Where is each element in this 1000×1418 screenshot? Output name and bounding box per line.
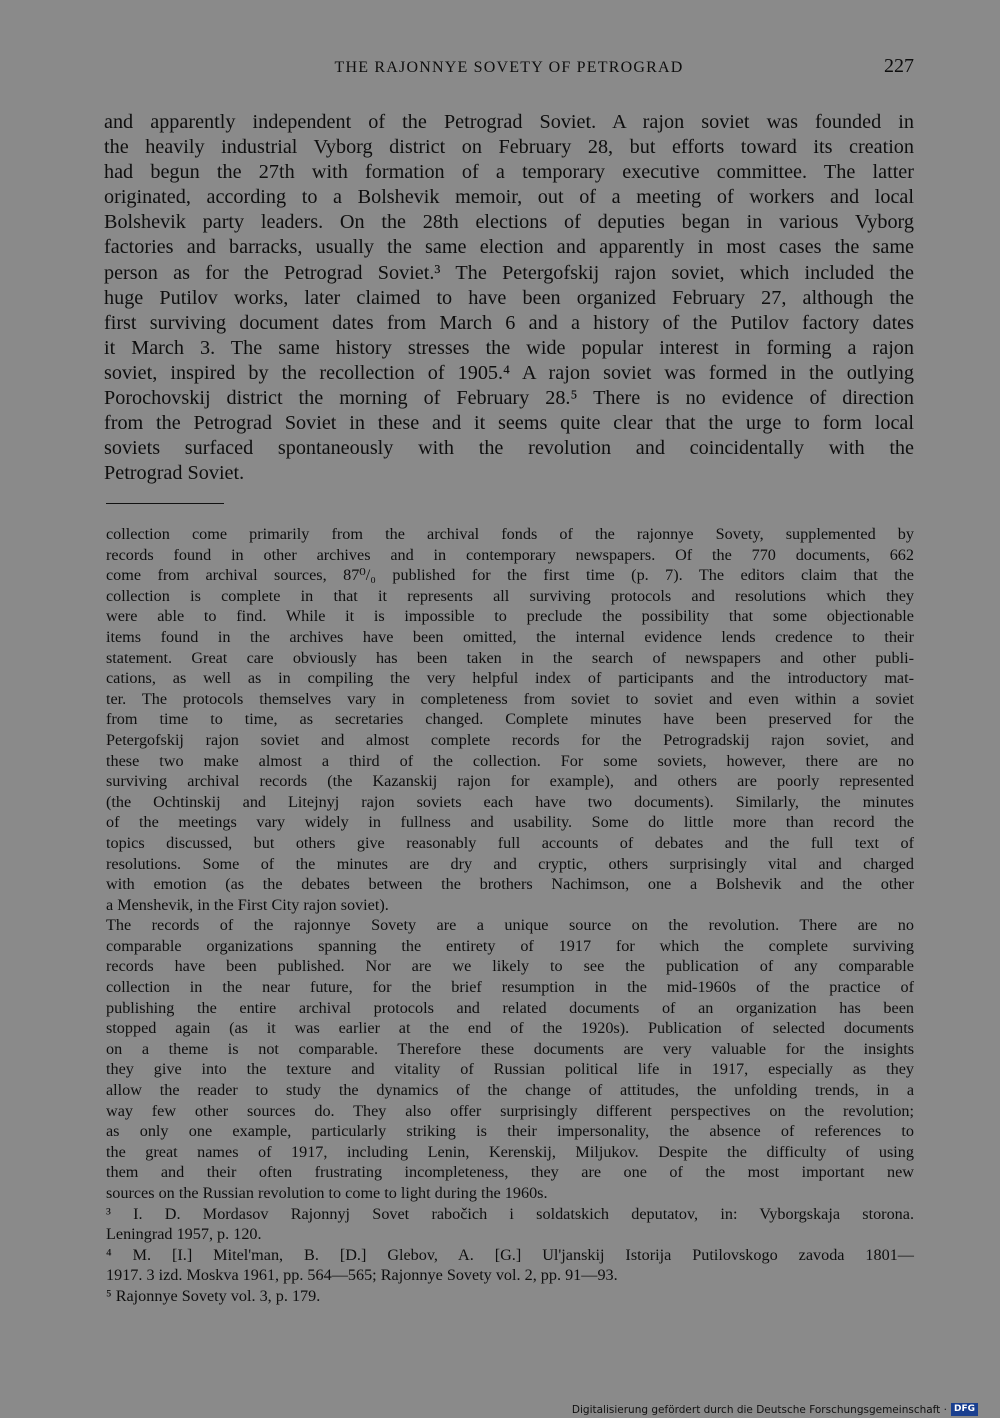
note-line: collection come primarily from the archival fonds of the rajonnye Sovety, supplemented by: [106, 525, 914, 543]
body-line: person as for the Petrograd Soviet.³ The Petergofskij rajon soviet, which included the: [104, 261, 914, 284]
dfg-logo: DFG: [951, 1403, 978, 1416]
body-line: and apparently independent of the Petrograd Soviet. A rajon soviet was founded in: [104, 111, 914, 133]
note-line: come from archival sources, 87⁰/₀ published for the first time (p. 7). The editors claim that the: [106, 566, 914, 585]
note-line: ter. The protocols themselves vary in completeness from soviet to soviet and even within a soviet: [106, 689, 914, 708]
body-line: soviet, inspired by the recollection of 1905.⁴ A rajon soviet was formed in the outlying: [104, 361, 914, 384]
body-line: originated, according to a Bolshevik memoir, out of a meeting of workers and local: [104, 186, 914, 209]
footnote-3: ³ I. D. Mordasov Rajonnyj Sovet rabočich i soldatskich deputatov, in: Vyborgskaja storona.: [106, 1204, 914, 1223]
note-line: items found in the archives have been omitted, the internal evidence lends credence to their: [106, 627, 914, 646]
note-line: publishing the entire archival protocols and related documents of an organization has been: [106, 998, 914, 1017]
note-line: were able to find. While it is impossible to preclude the possibility that some objectionable: [106, 607, 914, 626]
running-title: THE RAJONNYE SOVETY OF PETROGRAD: [334, 59, 684, 76]
note-line: records have been published. Nor are we likely to see the publication of any comparable: [106, 957, 914, 976]
note-line: from time to time, as secretaries changed. Complete minutes have been preserved for the: [106, 710, 914, 729]
body-line: factories and barracks, usually the same election and apparently in most cases the same: [104, 236, 914, 259]
credit-text: Digitalisierung gefördert durch die Deutsche Forschungsgemeinschaft ·: [571, 1403, 947, 1416]
note-line: cations, as well as in compiling the very helpful index of participants and the introductory mat-: [106, 669, 914, 688]
note-line: a Menshevik, in the First City rajon soviet).: [106, 895, 389, 914]
note-line: the great names of 1917, including Lenin, Kerenskij, Miljukov. Despite the difficulty of using: [106, 1142, 914, 1161]
note-line: they give into the texture and vitality of Russian political life in 1917, especially as they: [106, 1060, 914, 1079]
note-line: of the meetings vary widely in fullness and usability. Some do little more than record the: [106, 813, 914, 832]
body-line: had begun the 27th with formation of a temporary executive committee. The latter: [104, 161, 914, 184]
body-line: soviets surfaced spontaneously with the revolution and coincidentally with the: [104, 437, 914, 460]
note-line: as only one example, particularly striking is their impersonality, the absence of references to: [106, 1122, 914, 1141]
page-number: 227: [884, 55, 914, 77]
body-line: it March 3. The same history stresses the wide popular interest in forming a rajon: [104, 336, 914, 359]
note-line: resolutions. Some of the minutes are dry and cryptic, others surprisingly vital and charged: [106, 854, 914, 873]
note-line: topics discussed, but others give reasonably full accounts of debates and the full text of: [106, 833, 914, 852]
footnote-4: ⁴ M. [I.] Mitel'man, B. [D.] Glebov, A. [G.] Ul'janskij Istorija Putilovskogo zavoda 1801—: [106, 1245, 914, 1264]
note-line: allow the reader to study the dynamics of the change of attitudes, the unfolding trends, in a: [106, 1081, 914, 1100]
note-line: comparable organizations spanning the entirety of 1917 for which the complete surviving: [106, 936, 914, 955]
note-line: surviving archival records (the Kazanskij rajon for example), and others are poorly represented: [106, 772, 914, 791]
note-line: on a theme is not comparable. Therefore these documents are very valuable for the insights: [106, 1039, 914, 1058]
footnote-rule: [106, 503, 224, 504]
note-line: records found in other archives and in contemporary newspapers. Of the 770 documents, 662: [106, 545, 914, 564]
note-line: with emotion (as the debates between the brothers Nachimson, one a Bolshevik and the other: [106, 875, 914, 894]
running-head: [104, 54, 914, 82]
note-line: way few other sources do. They also offer surprisingly different perspectives on the revolution;: [106, 1101, 914, 1120]
note-line: (the Ochtinskij and Litejnyj rajon soviets each have two documents). Similarly, the minutes: [106, 792, 914, 811]
body-line: from the Petrograd Soviet in these and it seems quite clear that the urge to form local: [104, 412, 914, 435]
note-line: sources on the Russian revolution to come to light during the 1960s.: [106, 1184, 548, 1202]
note-line: collection is complete in that it represents all surviving protocols and resolutions which they: [106, 586, 914, 605]
note-line: collection in the near future, for the brief resumption in the mid-1960s of the practice of: [106, 978, 914, 997]
note-line: them and their often frustrating incompleteness, they are one of the most important new: [106, 1163, 914, 1182]
body-line: Porochovskij district the morning of February 28.⁵ There is no evidence of direction: [104, 387, 914, 410]
note-line: these two make almost a third of the collection. For some soviets, however, there are no: [106, 751, 914, 770]
note-line: statement. Great care obviously has been taken in the search of newspapers and other publi-: [106, 648, 914, 667]
note-line: The records of the rajonnye Sovety are a unique source on the revolution. There are no: [106, 916, 914, 935]
note-line: stopped again (as it was earlier at the end of the 1920s). Publication of selected documents: [106, 1019, 914, 1038]
footnote-4-cont: 1917. 3 izd. Moskva 1961, pp. 564—565; Rajonnye Sovety vol. 2, pp. 91—93.: [106, 1266, 618, 1285]
footnotes: [106, 524, 914, 1307]
body-line: the heavily industrial Vyborg district on February 28, but efforts toward its creation: [104, 136, 914, 159]
body-line: Petrograd Soviet.: [104, 462, 245, 485]
body-line: first surviving document dates from March 6 and a history of the Putilov factory dates: [104, 311, 914, 334]
note-line: Petergofskij rajon soviet and almost complete records for the Petrogradskij rajon soviet, and: [106, 730, 914, 749]
footnote-3-cont: Leningrad 1957, p. 120.: [106, 1225, 262, 1244]
digitization-credit: [572, 1403, 978, 1416]
body-line: Bolshevik party leaders. On the 28th elections of deputies began in various Vyborg: [104, 211, 914, 234]
body-line: huge Putilov works, later claimed to have been organized February 27, although the: [104, 286, 914, 309]
body-text: [104, 110, 914, 486]
footnote-5: ⁵ Rajonnye Sovety vol. 3, p. 179.: [106, 1286, 321, 1305]
